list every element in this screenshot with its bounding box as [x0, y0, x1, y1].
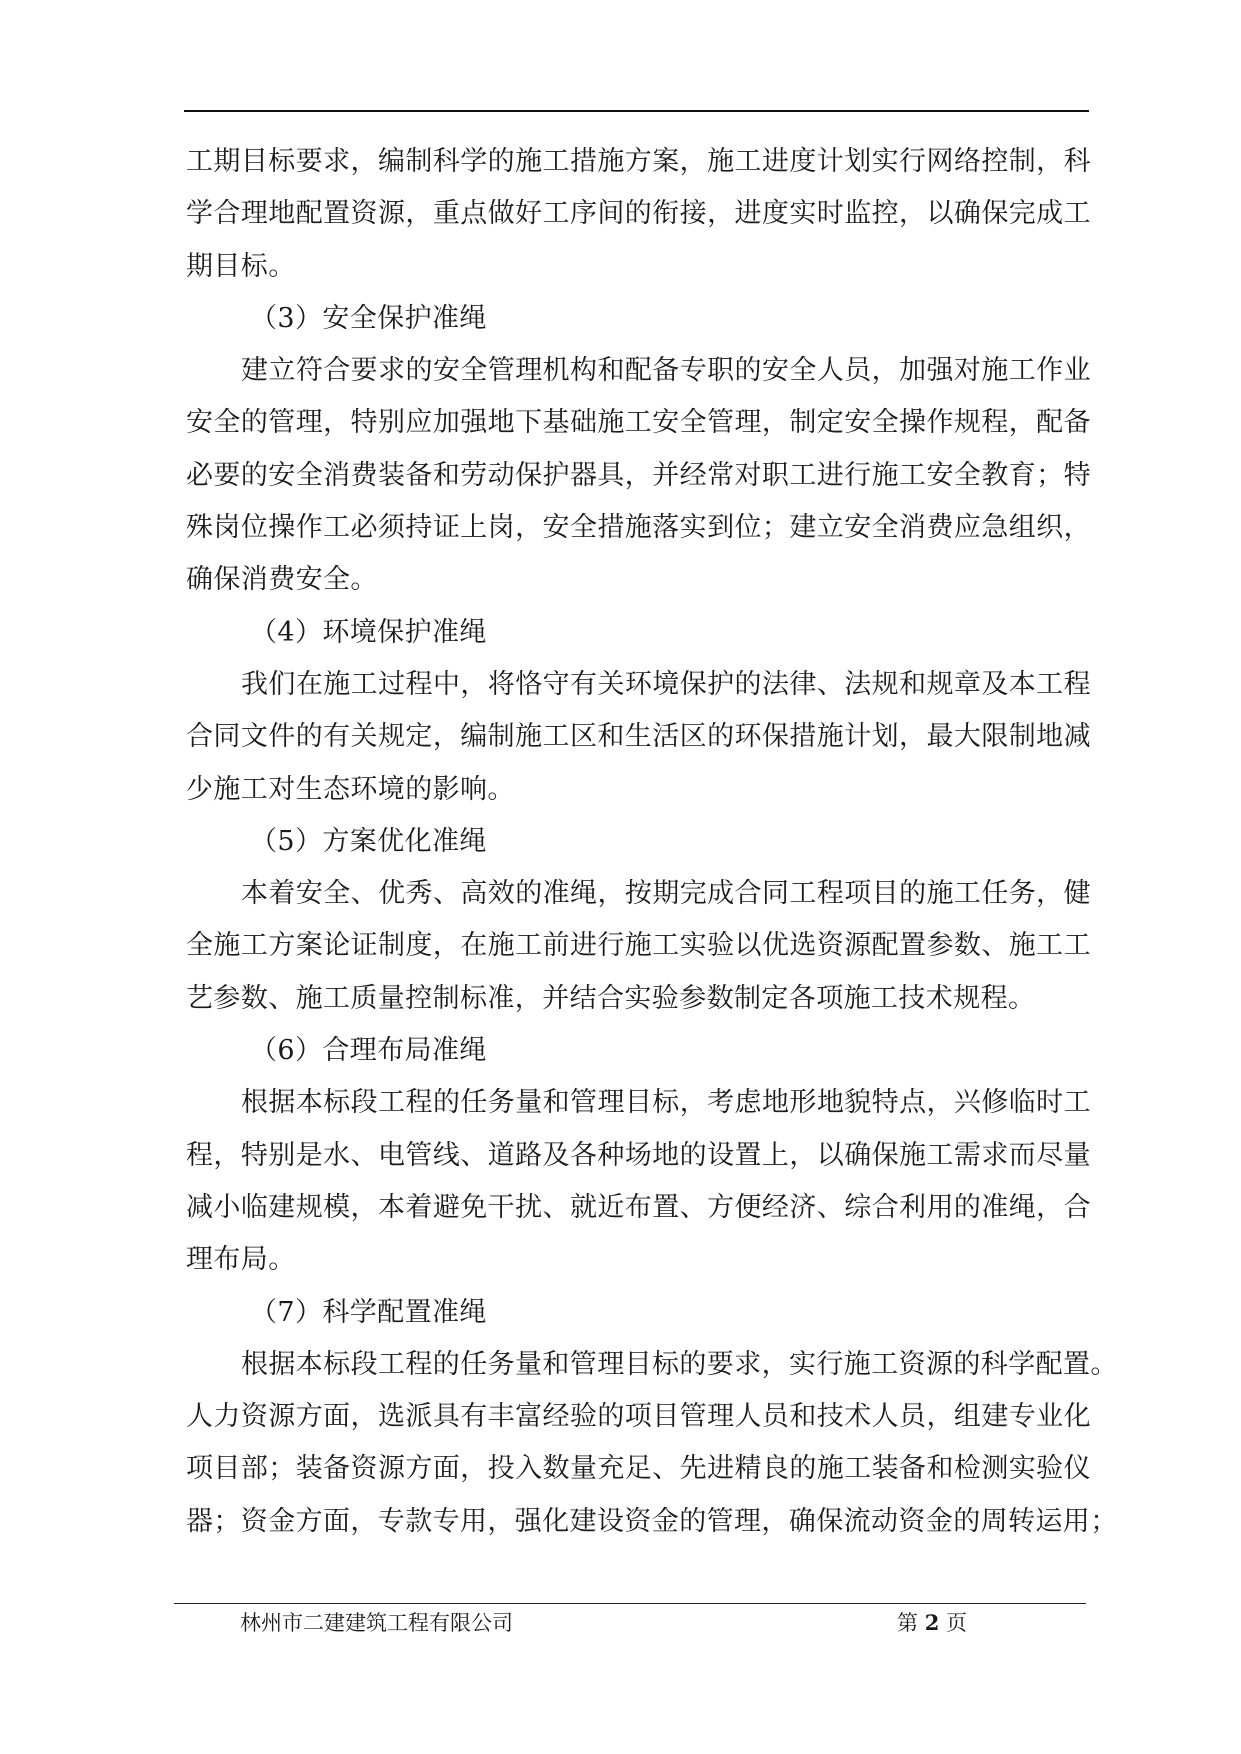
text-line: 理布局。 [186, 1244, 296, 1276]
section-heading: （7）科学配置准绳 [250, 1296, 487, 1328]
text-line: 艺参数、施工质量控制标准，并结合实验参数制定各项施工技术规程。 [186, 982, 1036, 1014]
footer-page-indicator [897, 1609, 967, 1637]
text-line: 期目标。 [186, 250, 296, 282]
text-line: 全施工方案论证制度，在施工前进行施工实验以优选资源配置参数、施工工 [186, 930, 1091, 962]
section-heading: （5）方案优化准绳 [250, 825, 487, 857]
text-line: 项目部；装备资源方面，投入数量充足、先进精良的施工装备和检测实验仪 [186, 1453, 1091, 1485]
text-line: 人力资源方面，选派具有丰富经验的项目管理人员和技术人员，组建专业化 [186, 1401, 1091, 1433]
text-line: 合同文件的有关规定，编制施工区和生活区的环保措施计划，最大限制地减 [186, 721, 1091, 753]
section-heading: （6）合理布局准绳 [250, 1035, 487, 1067]
section-heading: （4）环境保护准绳 [250, 616, 487, 648]
page-prefix: 第 [897, 1611, 918, 1635]
text-line: 必要的安全消费装备和劳动保护器具，并经常对职工进行施工安全教育；特 [186, 459, 1091, 491]
section-heading: （3）安全保护准绳 [250, 302, 487, 334]
text-line: 少施工对生态环境的影响。 [186, 773, 515, 805]
footer-company: 林州市二建建筑工程有限公司 [240, 1611, 513, 1635]
page-number: 2 [924, 1610, 940, 1635]
text-line: 学合理地配置资源，重点做好工序间的衔接，进度实时监控，以确保完成工 [186, 198, 1091, 230]
text-line: 根据本标段工程的任务量和管理目标的要求，实行施工资源的科学配置。 [241, 1348, 1118, 1380]
text-line: 器；资金方面，专款专用，强化建设资金的管理，确保流动资金的周转运用； [186, 1505, 1118, 1537]
text-line: 工期目标要求，编制科学的施工措施方案，施工进度计划实行网络控制，科 [186, 146, 1091, 177]
header-rule [184, 110, 1089, 112]
text-line: 安全的管理，特别应加强地下基础施工安全管理，制定安全操作规程，配备 [186, 407, 1091, 439]
text-line: 建立符合要求的安全管理机构和配备专职的安全人员，加强对施工作业 [241, 355, 1091, 387]
text-line: 我们在施工过程中，将恪守有关环境保护的法律、法规和规章及本工程 [241, 668, 1091, 700]
text-line: 程，特别是水、电管线、道路及各种场地的设置上，以确保施工需求而尽量 [186, 1139, 1091, 1171]
page-suffix: 页 [946, 1611, 967, 1635]
text-line: 确保消费安全。 [186, 564, 378, 596]
text-line: 殊岗位操作工必须持证上岗，安全措施落实到位；建立安全消费应急组织， [186, 512, 1091, 544]
text-line: 本着安全、优秀、高效的准绳，按期完成合同工程项目的施工任务，健 [241, 878, 1091, 910]
text-line: 减小临建规模，本着避免干扰、就近布置、方便经济、综合利用的准绳，合 [186, 1191, 1091, 1223]
footer-rule [174, 1603, 1086, 1604]
text-line: 根据本标段工程的任务量和管理目标，考虑地形地貌特点，兴修临时工 [241, 1087, 1091, 1119]
document-body [186, 136, 1118, 1548]
